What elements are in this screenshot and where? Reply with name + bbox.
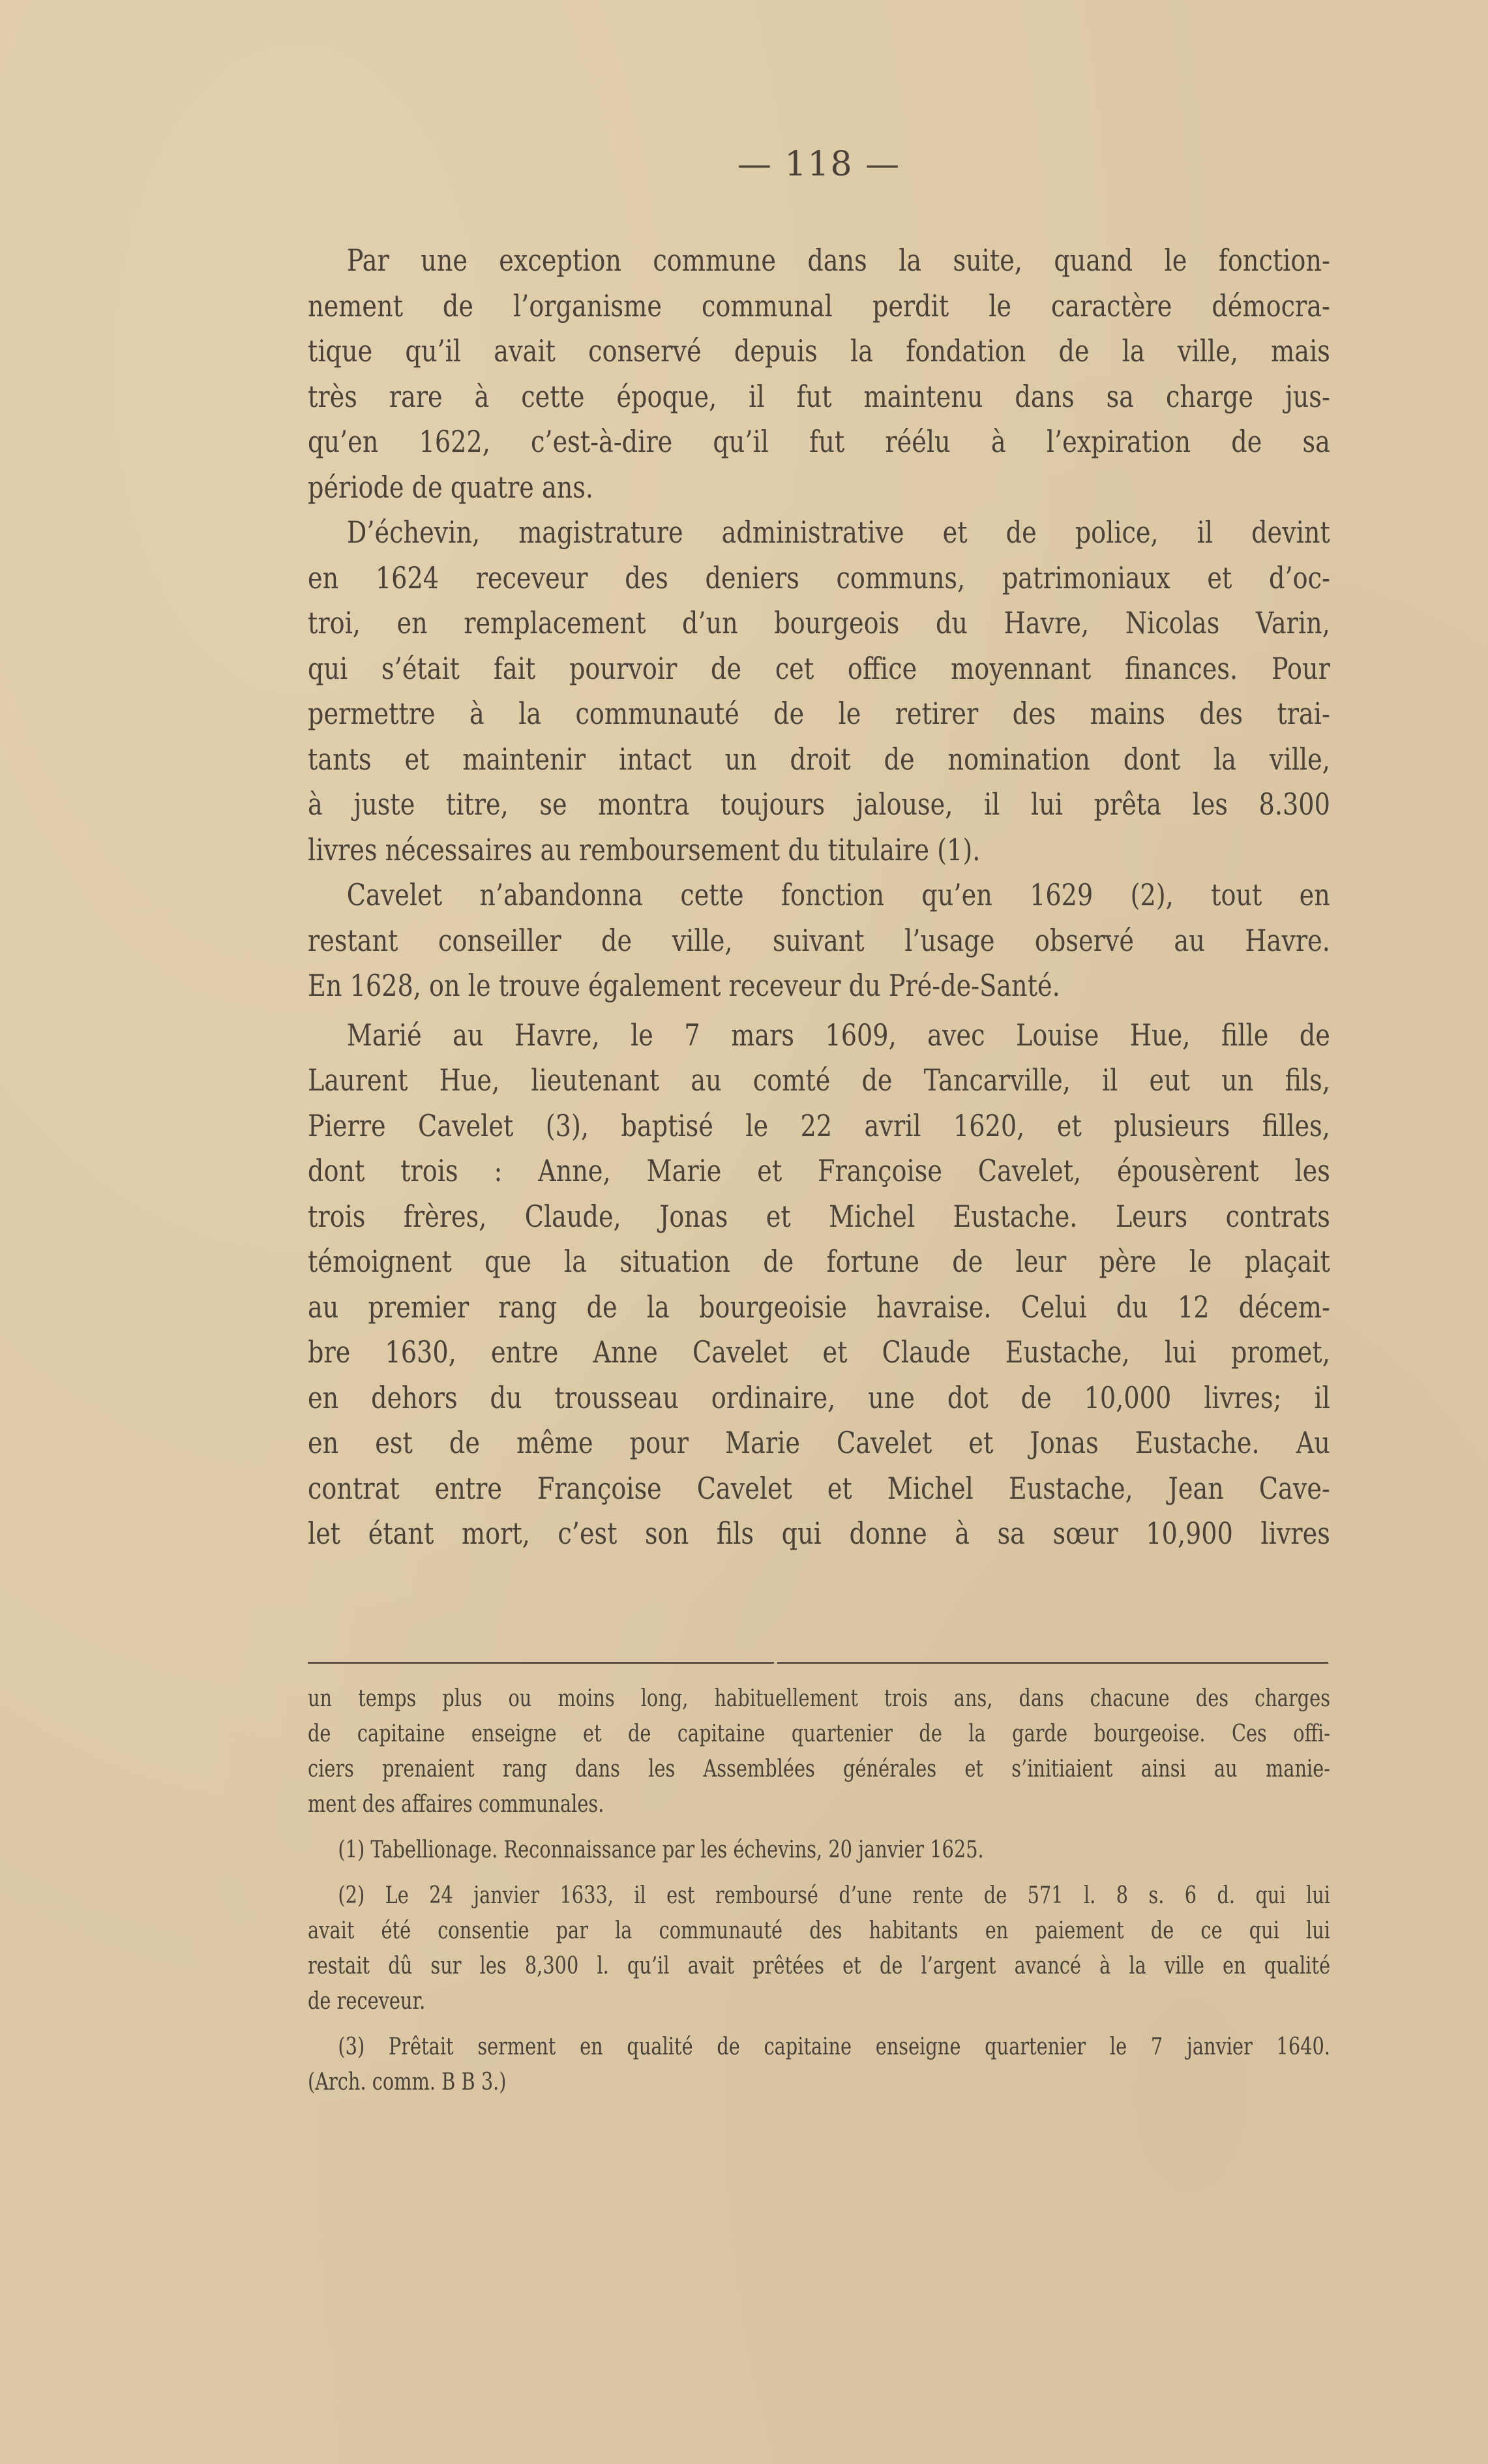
footnote-line: restait dû sur les 8,300 l. qu’il avait prêtées et de l’argent avancé à la ville en qualité [308,1953,1330,1979]
footnote-line: un temps plus ou moins long, habituellement trois ans, dans chacune des charges [308,1685,1330,1712]
text-line: permettre à la communauté de le retirer des mains des trai- [308,696,1330,731]
footnote-continued [308,1681,1330,1822]
text-line: en est de même pour Marie Cavelet et Jonas Eustache. Au [308,1425,1330,1460]
footnote-3 [308,2030,1330,2100]
text-line: Laurent Hue, lieutenant au comté de Tancarville, il eut un fils, [308,1062,1330,1098]
main-text [308,238,1330,1557]
text-line: qui s’était fait pourvoir de cet office moyennant finances. Pour [308,650,1330,686]
text-line: qu’en 1622, c’est-à-dire qu’il fut réélu à l’expiration de sa [308,424,1330,459]
text-line: Par une exception commune dans la suite, quand le fonction- [346,243,1330,278]
text-line: Cavelet n’abandonna cette fonction qu’en 1629 (2), tout en [346,877,1330,912]
footnote-line: (Arch. comm. B B 3.) [308,2069,507,2096]
text-line: Pierre Cavelet (3), baptisé le 22 avril 1620, et plusieurs filles, [308,1107,1330,1143]
text-line: en 1624 receveur des deniers communs, patrimoniaux et d’oc- [308,560,1330,595]
text-line: en dehors du trousseau ordinaire, une dot de 10,000 livres; il [308,1379,1330,1415]
text-line: très rare à cette époque, il fut maintenu dans sa charge jus- [308,378,1330,414]
text-line: let étant mort, c’est son fils qui donne à sa sœur 10,900 livres [308,1516,1330,1551]
text-line: bre 1630, entre Anne Cavelet et Claude Eustache, lui promet, [308,1334,1330,1370]
text-line: trois frères, Claude, Jonas et Michel Eustache. Leurs contrats [308,1198,1330,1234]
footnote-2 [308,1878,1330,2019]
text-line: nement de l’organisme communal perdit le caractère démocra- [308,288,1330,323]
text-line: témoignent que la situation de fortune de leur père le plaçait [308,1244,1330,1279]
text-line: livres nécessaires au remboursement du titulaire (1). [308,832,981,867]
text-line: contrat entre Françoise Cavelet et Michel Eustache, Jean Cave- [308,1470,1330,1506]
text-line: tique qu’il avait conservé depuis la fondation de la ville, mais [308,333,1330,368]
text-line: période de quatre ans. [308,469,594,505]
text-line: troi, en remplacement d’un bourgeois du Havre, Nicolas Varin, [308,605,1330,640]
text-line: restant conseiller de ville, suivant l’usage observé au Havre. [308,922,1330,958]
text-line: au premier rang de la bourgeoisie havraise. Celui du 12 décem- [308,1289,1330,1325]
footnote-separator-rule [777,1662,1328,1664]
text-line: D’échevin, magistrature administrative et de police, il devint [346,515,1330,550]
footnote-line: avait été consentie par la communauté des habitants en paiement de ce qui lui [308,1917,1330,1944]
paragraph [308,873,1330,1009]
text-line: En 1628, on le trouve également receveur du Pré-de-Santé. [308,968,1060,1003]
text-line: dont trois : Anne, Marie et Françoise Cavelet, épousèrent les [308,1153,1330,1188]
paragraph [308,238,1330,510]
paragraph [308,510,1330,873]
footnote-1 [308,1833,1330,1868]
text-line: à juste titre, se montra toujours jalouse, il lui prêta les 8.300 [308,787,1330,822]
footnote-line: ment des affaires communales. [308,1791,604,1818]
footnote-line: (2) Le 24 janvier 1633, il est remboursé d’une rente de 571 l. 8 s. 6 d. qui lui [338,1882,1330,1909]
text-line: tants et maintenir intact un droit de nomination dont la ville, [308,741,1330,777]
footnote-line: de receveur. [308,1988,426,2015]
text-line: Marié au Havre, le 7 mars 1609, avec Louise Hue, fille de [346,1017,1330,1053]
page-number: — 118 — [737,145,901,184]
footnotes [308,1681,1330,2100]
footnote-line: ciers prenaient rang dans les Assemblées générales et s’initiaient ainsi au manie- [308,1756,1330,1782]
footnote-line: (1) Tabellionage. Reconnaissance par les échevins, 20 janvier 1625. [338,1837,984,1863]
paragraph [308,1013,1330,1557]
footnote-line: (3) Prêtait serment en qualité de capitaine enseigne quartenier le 7 janvier 1640. [338,2034,1330,2060]
footnote-separator-rule [308,1662,774,1664]
footnote-line: de capitaine enseigne et de capitaine quartenier de la garde bourgeoise. Ces offi- [308,1720,1330,1747]
